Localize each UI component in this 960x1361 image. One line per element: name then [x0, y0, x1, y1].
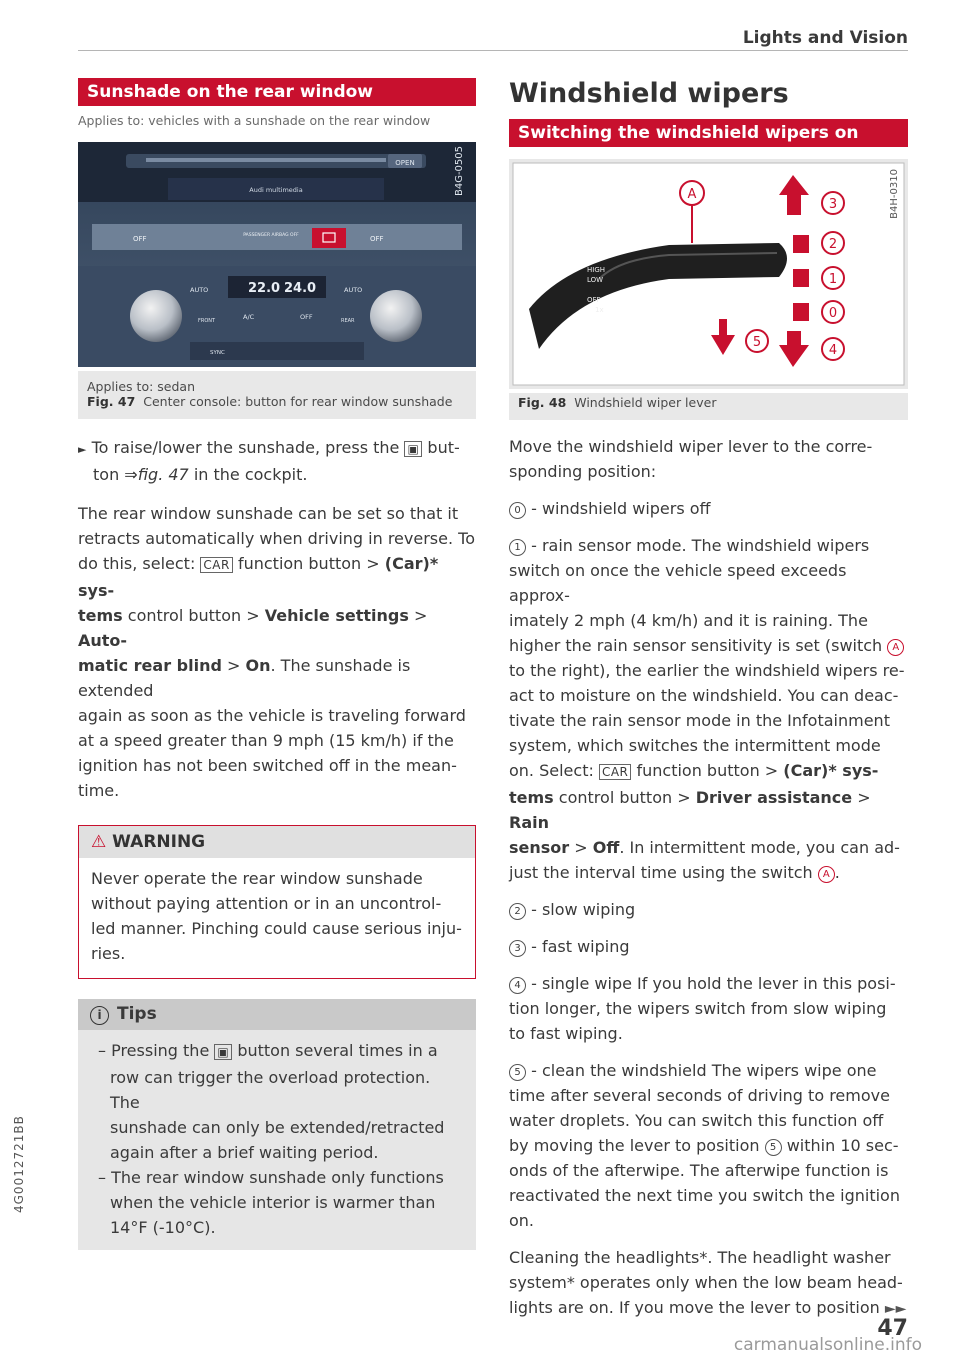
para-line: to fast wiping. [509, 1024, 623, 1043]
auto-left: AUTO [190, 286, 209, 294]
document-code: 4G0012721BB [12, 1115, 26, 1213]
callout-a: A [687, 187, 697, 202]
menu-path: tems [509, 788, 554, 807]
car-key: CAR [599, 764, 631, 780]
tip-line: – Pressing the [98, 1041, 210, 1060]
para-line: . The sunshade is extended [78, 656, 411, 700]
info-icon: i [90, 1006, 109, 1025]
callout-a-ref: A [887, 639, 904, 656]
position-3 [509, 934, 908, 959]
para-line: - windshield wipers off [531, 499, 711, 518]
menu-path: tems [78, 606, 123, 625]
para-line: - fast wiping [531, 937, 630, 956]
position-number: 1 [509, 539, 526, 556]
figure-label: Fig. 47 [87, 394, 136, 409]
watermark: carmanualsonline.info [733, 1335, 922, 1355]
section-heading-sunshade: Sunshade on the rear window [78, 78, 476, 106]
position-number: 5 [509, 1064, 526, 1081]
warning-title: WARNING [112, 832, 206, 852]
right-column [509, 78, 908, 1322]
figure-47-caption-panel [78, 371, 476, 419]
figure-48-caption-panel [509, 393, 908, 420]
off-label-left: OFF [133, 235, 147, 243]
para-line: do this, select: [78, 554, 196, 573]
para-line: control button > [127, 606, 260, 625]
lever-off-label: OFF [587, 296, 601, 304]
running-header: Lights and Vision [742, 28, 908, 48]
para-line: - slow wiping [531, 900, 636, 919]
tips-box [78, 999, 476, 1250]
figure-caption-text: Center console: button for rear window sunshade [143, 394, 453, 409]
step-text: To raise/lower the sunshade, press the [91, 438, 400, 457]
figure-47 [78, 142, 476, 419]
para-line: at a speed greater than 9 mph (15 km/h) if the [78, 731, 454, 750]
page-number: 47 [877, 1316, 908, 1341]
para-line: act to moisture on the windshield. You can deac- [509, 686, 899, 705]
warning-triangle-icon: ⚠ [91, 832, 107, 852]
warning-box [78, 825, 476, 979]
position-5 [509, 1058, 908, 1233]
para-line: system, which switches the intermittent mode [509, 736, 881, 755]
menu-path: Rain [509, 813, 549, 832]
position-number: 0 [509, 502, 526, 519]
wiper-lever-image [509, 159, 908, 389]
para-line: function button > [636, 761, 779, 780]
warning-line: led manner. Pinching could cause serious inju- [91, 919, 462, 938]
warning-line: Never operate the rear window sunshade [91, 869, 423, 888]
lever-1x-label: 1x [595, 306, 604, 314]
tips-header [78, 999, 476, 1030]
callout-4: 4 [828, 343, 838, 358]
figure-48 [509, 159, 908, 420]
display-brand: Audi multimedia [249, 186, 303, 194]
para-line: system* operates only when the low beam head- [509, 1273, 903, 1292]
menu-path: sensor [509, 838, 570, 857]
position-2 [509, 897, 908, 922]
section-heading-wipers: Switching the windshield wipers on [509, 119, 908, 147]
header-divider [78, 50, 908, 51]
sunshade-button-icon: ▣ [214, 1044, 232, 1060]
passenger-airbag-label: PASSENGER AIRBAG OFF [243, 233, 299, 238]
para-line: The rear window sunshade can be set so that it [78, 504, 459, 523]
car-key: CAR [200, 557, 232, 573]
off-label-right: OFF [370, 235, 384, 243]
position-number: 5 [765, 1139, 782, 1156]
para-line: Cleaning the headlights*. The headlight washer [509, 1248, 891, 1267]
para-line: . In intermittent mode, you can ad- [619, 838, 900, 857]
figure-reference[interactable]: fig. 47 [137, 465, 189, 484]
para-line: control button > [558, 788, 691, 807]
rear-label: REAR [341, 318, 355, 324]
temperature-knob-right [370, 290, 422, 342]
auto-retract-paragraph: The rear window sunshade can be set so that it retracts automatically when driving in reverse. To do this, select: CAR function button > (Car)* sys- tems control button > Vehicle settings > Auto- matic rear blind > On. The sunshade is extended again as soon as the vehicle is traveling forward at a speed greater than 9 mph (15 km/h) if the ignition has not been switched off in the mean- time. [78, 504, 475, 800]
figure-code: B4H-0310 [889, 169, 900, 219]
sync-label: SYNC [210, 350, 225, 356]
position-0 [509, 496, 908, 521]
para-line: within 10 sec- [786, 1136, 899, 1155]
temperature-knob-left [130, 290, 182, 342]
menu-path: On [245, 656, 271, 675]
menu-path: Off [592, 838, 620, 857]
step-text-cont: but- [427, 438, 460, 457]
para-line: retracts automatically when driving in reverse. To [78, 529, 475, 548]
para-line: Move the windshield wiper lever to the corre- [509, 437, 873, 456]
tip-line: again after a brief waiting period. [110, 1143, 379, 1162]
step-text-end: in the cockpit. [193, 465, 308, 484]
warning-body [79, 858, 475, 978]
callout-0: 0 [828, 306, 838, 321]
para-line: higher the rain sensor sensitivity is set (switch [509, 636, 883, 655]
tips-title: Tips [117, 1004, 157, 1024]
para-line: again as soon as the vehicle is traveling forward [78, 706, 466, 725]
reference-arrow-icon: ⇒ [124, 465, 138, 484]
tip-line: row can trigger the overload protection. The [110, 1068, 431, 1112]
warning-line: ries. [91, 944, 126, 963]
para-line: function button > [237, 554, 380, 573]
lever-low-label: LOW [587, 276, 604, 284]
position-4 [509, 971, 908, 1046]
figure-caption-text: Windshield wiper lever [574, 395, 717, 410]
para-line: lights are on. If you move the lever to position [509, 1298, 880, 1317]
menu-path: matic rear blind [78, 656, 222, 675]
callout-1: 1 [828, 272, 838, 287]
center-console-image [78, 142, 476, 367]
para-line: water droplets. You can switch this function off [509, 1111, 884, 1130]
para-line: sponding position: [509, 462, 657, 481]
callout-2: 2 [828, 237, 838, 252]
ac-label: A/C [243, 313, 255, 321]
figure-caption [78, 394, 476, 409]
tips-body [78, 1030, 476, 1250]
callout-a-ref: A [818, 866, 835, 883]
para-line: imately 2 mph (4 km/h) and it is raining. The [509, 611, 868, 630]
warning-line: without paying attention or in an uncontrol- [91, 894, 442, 913]
position-number: 4 [509, 977, 526, 994]
position-1: 1 - rain sensor mode. The windshield wipers switch on once the vehicle speed exceeds approx- imately 2 mph (4 km/h) and it is raining. The higher the rain sensor sensitivity is set (switch A to the right), the earlier the windshield wipers re- act to moisture on the windshield. You can deac- tivate the rain sensor mode in the Infotainment system, which switches the intermittent mode on. Select: CAR function button > (Car)* sys- tems control button > Driver assistance > Rain sensor > Off. In intermittent mode, you can ad- just the interval time using the switch A . [509, 536, 905, 882]
tip-line: 14°F (-10°C). [110, 1218, 216, 1237]
lever-high-label: HIGH [587, 266, 606, 274]
main-heading: Windshield wipers [509, 78, 789, 109]
continue-arrow-icon: ►► [884, 1301, 907, 1317]
sunshade-button-icon: ▣ [404, 441, 422, 457]
para-line: tivate the rain sensor mode in the Infotainment [509, 711, 890, 730]
para-line: - rain sensor mode. The windshield wipers [531, 536, 870, 555]
instruction-step: ► To raise/lower the sunshade, press the ▣ but- ton ⇒fig. 47 in the cockpit. [78, 438, 460, 484]
open-button-label: OPEN [395, 159, 415, 167]
off-label: OFF [300, 313, 313, 321]
menu-path: Driver assistance [695, 788, 853, 807]
tip-line: button several times in a [237, 1041, 438, 1060]
para-line: on. Select: [509, 761, 594, 780]
tip-line: – The rear window sunshade only functions [98, 1168, 444, 1187]
applies-note: Applies to: vehicles with a sunshade on the rear window [78, 113, 431, 128]
para-line: onds of the afterwipe. The afterwipe function is [509, 1161, 889, 1180]
para-line: - single wipe If you hold the lever in this posi- [531, 974, 896, 993]
para-line: time after several seconds of driving to remove [509, 1086, 890, 1105]
callout-3: 3 [828, 197, 838, 212]
para-line: time. [78, 781, 120, 800]
figure-label: Fig. 48 [518, 395, 567, 410]
para-line: on. [509, 1211, 535, 1230]
menu-path: (Car)* sys- [783, 761, 879, 780]
figure-caption [509, 395, 908, 410]
para-line: tion longer, the wipers switch from slow wiping [509, 999, 887, 1018]
tip-line: when the vehicle interior is warmer than [110, 1193, 436, 1212]
para-line: just the interval time using the switch [509, 863, 813, 882]
para-line: to the right), the earlier the windshield wipers re- [509, 661, 905, 680]
menu-path: Auto- [78, 631, 128, 650]
position-number: 2 [509, 903, 526, 920]
front-label: FRONT [198, 318, 216, 324]
para-line: switch on once the vehicle speed exceeds approx- [509, 561, 847, 605]
para-line: ignition has not been switched off in the mean- [78, 756, 457, 775]
warning-header [79, 826, 475, 858]
menu-path: (Car)* sys- [78, 554, 439, 600]
para-line: reactivated the next time you switch the ignition [509, 1186, 900, 1205]
para-line: - clean the windshield The wipers wipe one [531, 1061, 877, 1080]
temp-left: 22.0 [248, 281, 281, 296]
auto-right: AUTO [344, 286, 363, 294]
step-text-line2: ton [93, 465, 120, 484]
para-line: by moving the lever to position [509, 1136, 760, 1155]
tip-line: sunshade can only be extended/retracted [110, 1118, 445, 1137]
callout-5: 5 [752, 335, 762, 350]
left-column [78, 78, 476, 1250]
figure-applies: Applies to: sedan [87, 379, 195, 394]
tip-2 [90, 1165, 464, 1240]
cleaning-headlights-paragraph [509, 1245, 908, 1322]
figure-code: B4G-0505 [454, 146, 465, 197]
position-number: 3 [509, 940, 526, 957]
temp-right: 24.0 [284, 281, 317, 296]
menu-path: Vehicle settings [264, 606, 409, 625]
tip-1 [90, 1038, 464, 1165]
intro-paragraph [509, 434, 908, 484]
